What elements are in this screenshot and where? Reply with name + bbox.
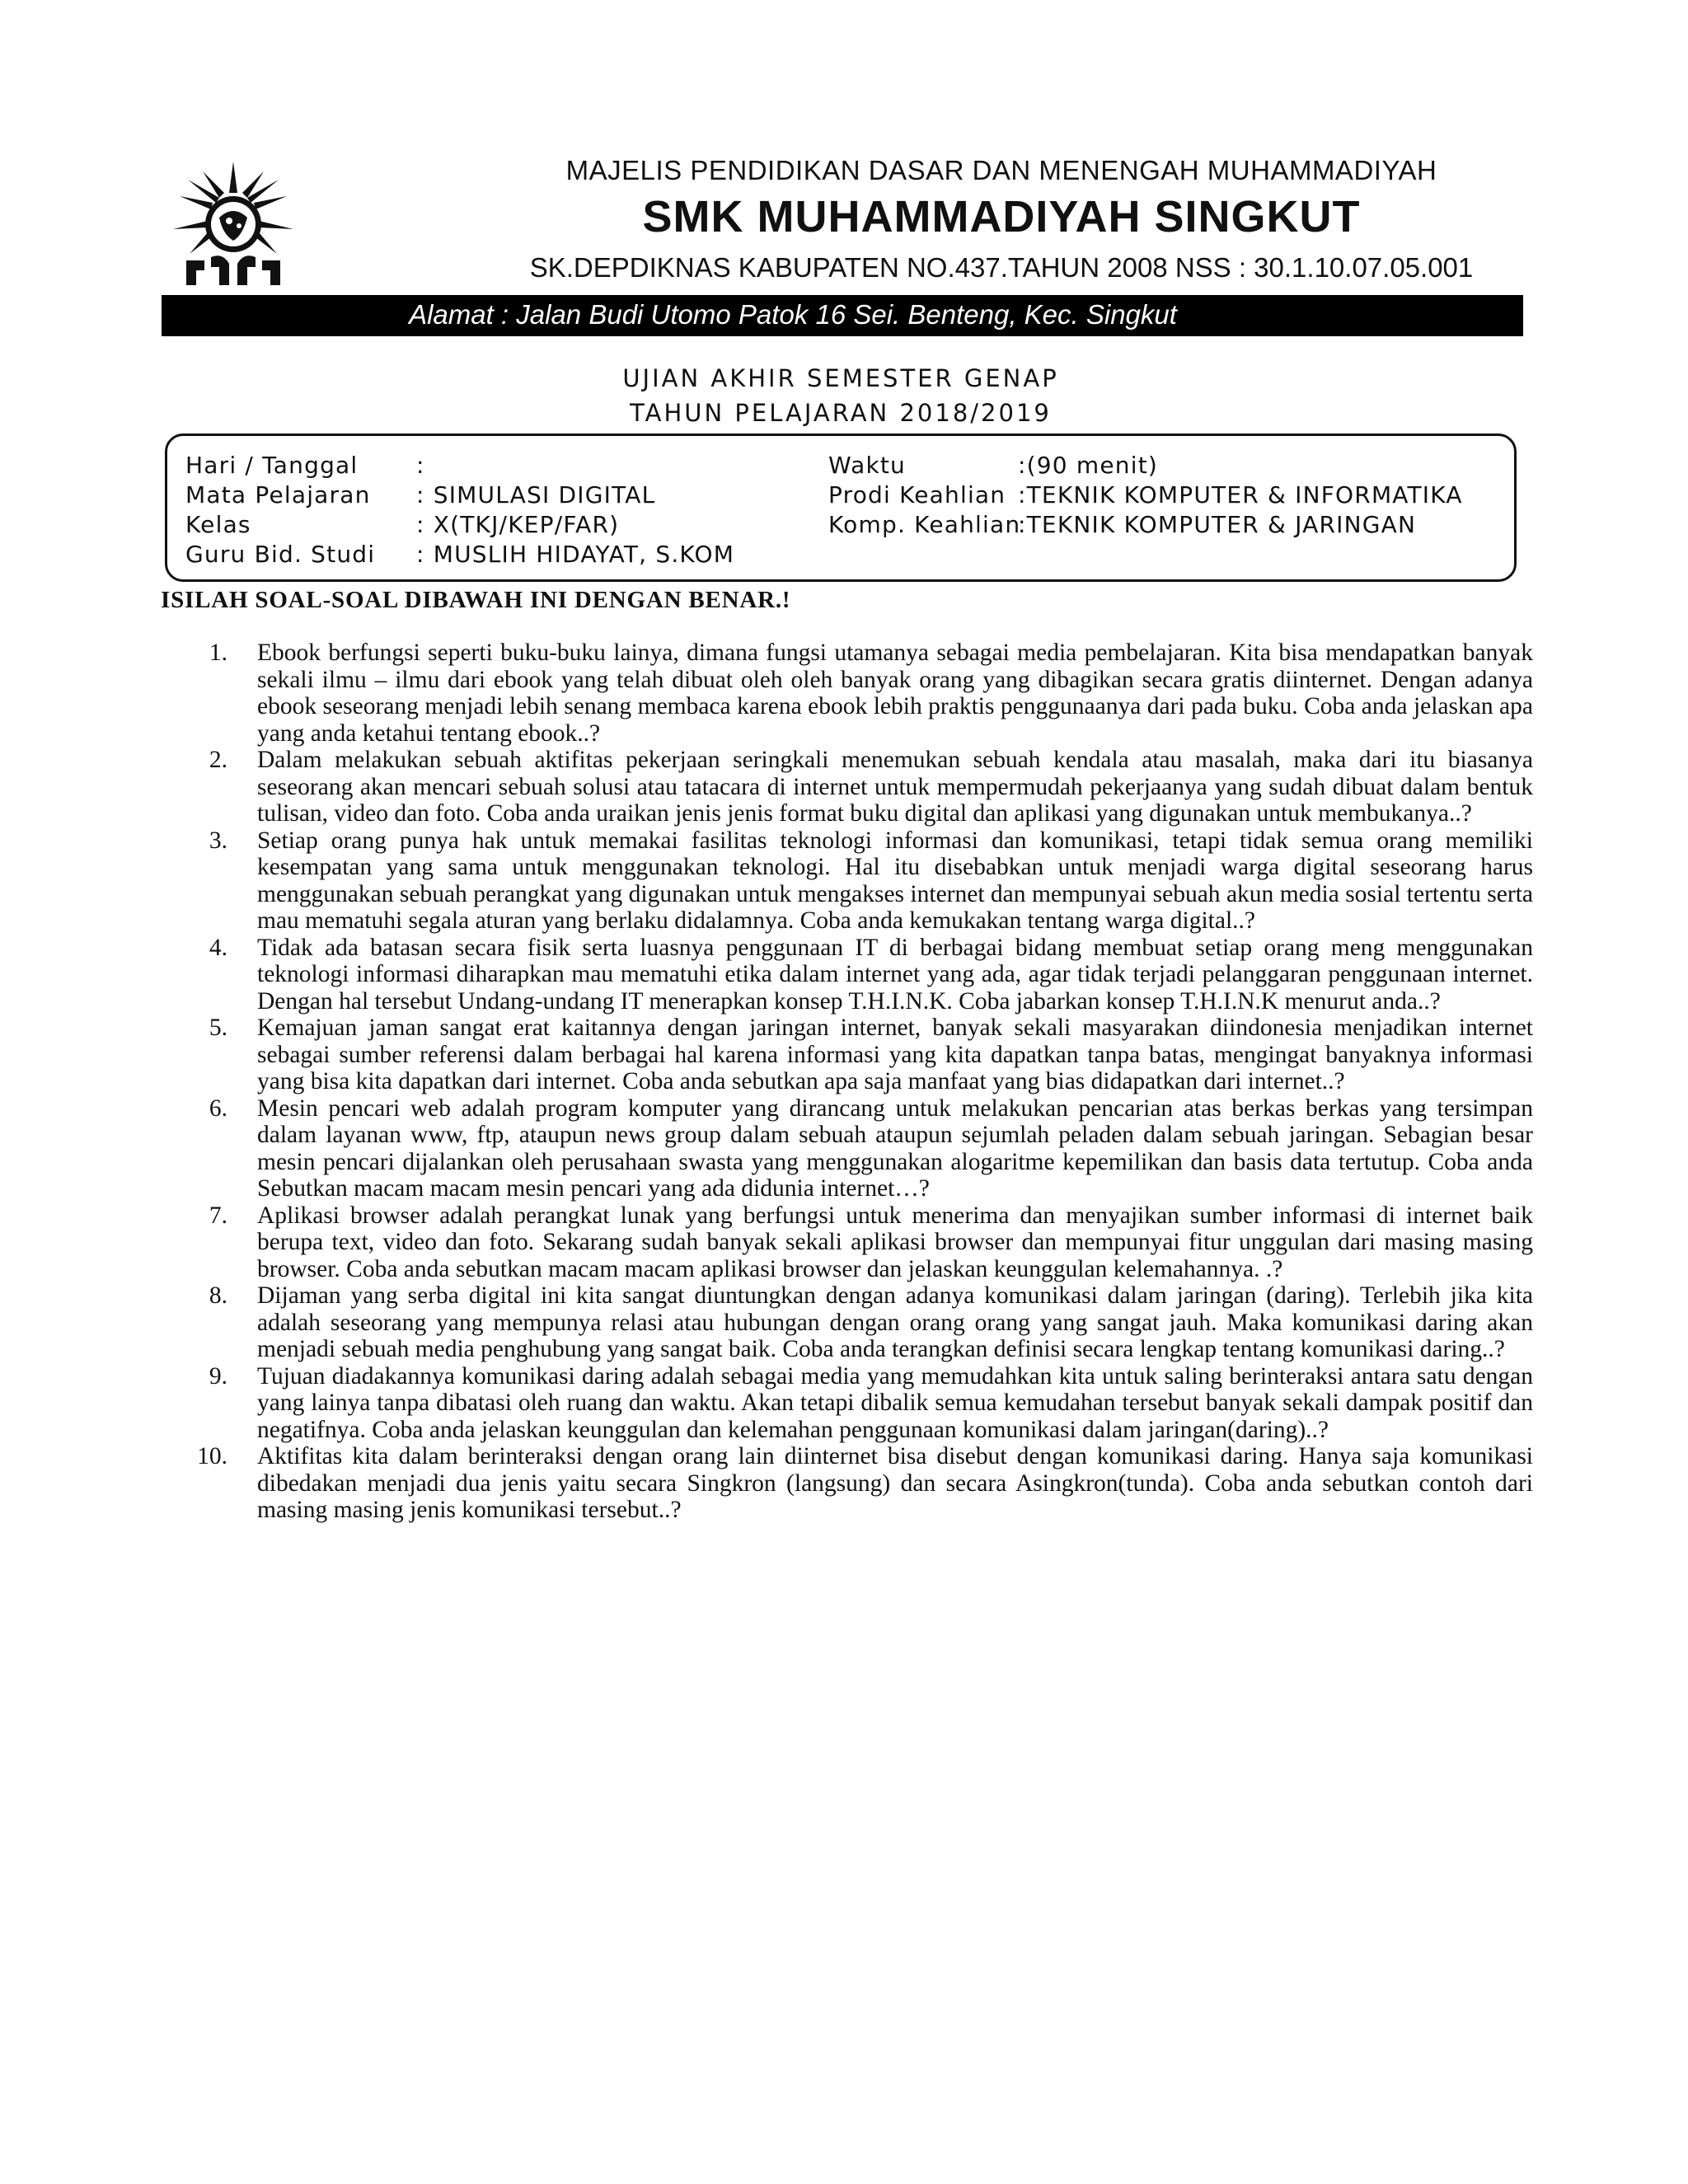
question-number: 3. <box>209 827 227 854</box>
info-label: Hari / Tanggal <box>185 452 359 479</box>
info-value: : SIMULASI DIGITAL <box>416 481 656 509</box>
question-number: 9. <box>209 1362 227 1390</box>
council-name: MAJELIS PENDIDIKAN DASAR DAN MENENGAH MUHAMMADIYAH <box>565 155 1437 185</box>
question-item <box>190 1443 1533 1524</box>
question-number: 1. <box>209 640 227 666</box>
exam-year: TAHUN PELAJARAN 2018/2019 <box>630 399 1052 427</box>
info-value: : MUSLIH HIDAYAT, S.KOM <box>416 541 735 568</box>
question-number: 7. <box>209 1202 227 1229</box>
info-label: Mata Pelajaran <box>185 481 371 509</box>
school-address: Alamat : Jalan Budi Utomo Patok 16 Sei. Benteng, Kec. Singkut <box>409 299 1177 330</box>
exam-title: UJIAN AKHIR SEMESTER GENAP <box>622 364 1059 392</box>
question-text: Tidak ada batasan secara fisik serta luasnya penggunaan IT di berbagai bidang membuat setiap orang meng menggunakan teknologi informasi diharapkan mau mematuhi etika dalam internet yang ada, agar tidak terjadi pelanggaran penggunaan internet. Dengan hal tersebut Undang-undang IT menerapkan konsep T.H.I.N.K. Coba jabarkan konsep T.H.I.N.K menurut anda..? <box>257 934 1533 1015</box>
question-text: Mesin pencari web adalah program komputer yang dirancang untuk melakukan pencarian atas berkas berkas yang tersimpan dalam layanan www, ftp, ataupun news group dalam sebuah ataupun sejumlah peladen dalam sebuah jaringan. Sebagian besar mesin pencari dijalankan oleh perusahaan swasta yang menggunakan alogaritme kepemilikan dan basis data tertutup. Coba anda Sebutkan macam macam mesin pencari yang ada didunia internet…? <box>257 1094 1533 1202</box>
question-item <box>190 1282 1533 1363</box>
school-name: SMK MUHAMMADIYAH SINGKUT <box>642 192 1361 241</box>
info-value: : X(TKJ/KEP/FAR) <box>416 511 620 538</box>
question-number: 4. <box>209 934 227 961</box>
question-text: Kemajuan jaman sangat erat kaitannya dengan jaringan internet, banyak sekali masyarakan diindonesia menjadikan internet sebagai sumber referensi dalam berbagai hal karena informasi yang kita dapatkan tanpa batas, mengingat banyaknya informasi yang bisa kita dapatkan dari internet. Coba anda sebutkan apa saja manfaat yang bias didapatkan dari internet..? <box>257 1015 1533 1094</box>
question-text: Tujuan diadakannya komunikasi daring adalah sebagai media yang memudahkan kita untuk saling berinteraksi antara satu dengan yang lainya tanpa dibatasi oleh ruang dan waktu. Akan tetapi dibalik semua kemudahan tersebut banyak sekali dampak positif dan negatifnya. Coba anda jelaskan keunggulan dan kelemahan penggunaan komunikasi dalam jaringan(daring)..? <box>257 1362 1533 1443</box>
question-item <box>190 1015 1533 1095</box>
question-text: Dalam melakukan sebuah aktifitas pekerjaan seringkali menemukan sebuah kendala atau masalah, maka dari itu biasanya seseorang akan mencari sebuah solusi atau tatacara di internet untuk mempermudah pekerjaanya yang sudah dibuat dalam bentuk tulisan, video dan foto. Coba anda uraikan jenis jenis format buku digital dan aplikasi yang digunakan untuk membukanya..? <box>257 747 1533 827</box>
question-item <box>190 747 1533 827</box>
school-logo-icon <box>171 162 295 287</box>
question-text: Ebook berfungsi seperti buku-buku lainya, dimana fungsi utamanya sebagai media pembelajaran. Kita bisa mendapatkan banyak sekali ilmu – ilmu dari ebook yang telah dibuat oleh oleh banyak orang yang dibagikan secara gratis diinternet. Dengan adanya ebook seseorang menjadi lebih senang membaca karena ebook lebih praktis penggunaanya dari pada buku. Coba anda jelaskan apa yang anda ketahui tentang ebook..? <box>257 640 1533 747</box>
info-value: :TEKNIK KOMPUTER & INFORMATIKA <box>1018 481 1463 509</box>
question-number: 2. <box>209 747 227 773</box>
question-text: Aktifitas kita dalam berinteraksi dengan orang lain diinternet bisa disebut dengan komunikasi daring. Hanya saja komunikasi dibedakan menjadi dua jenis yaitu secara Singkron (langsung) dan secara Asingkron(tunda). Coba anda sebutkan contoh dari masing masing jenis komunikasi tersebut..? <box>257 1443 1533 1523</box>
school-decree: SK.DEPDIKNAS KABUPATEN NO.437.TAHUN 2008 NSS : 30.1.10.07.05.001 <box>529 252 1474 283</box>
address-bar <box>162 295 1523 336</box>
question-number: 6. <box>209 1094 227 1122</box>
info-value: :(90 menit) <box>1018 452 1159 479</box>
info-value: :TEKNIK KOMPUTER & JARINGAN <box>1018 511 1417 538</box>
exam-instruction: ISILAH SOAL-SOAL DIBAWAH INI DENGAN BENAR.! <box>161 587 791 613</box>
question-text: Setiap orang punya hak untuk memakai fasilitas teknologi informasi dan komunikasi, tetapi tidak semua orang memiliki kesempatan yang sama untuk menggunakan teknologi. Hal itu disebabkan untuk menjadi warga digital seseorang harus menggunakan sebuah perangkat yang digunakan untuk mengakses internet dan mempunyai sebuah akun media sosial tertentu serta mau mematuhi segala aturan yang berlaku didalamnya. Coba anda kemukakan tentang warga digital..? <box>257 827 1533 934</box>
question-text: Dijaman yang serba digital ini kita sangat diuntungkan dengan adanya komunikasi dalam jaringan (daring). Terlebih jika kita adalah seseorang yang mempunya relasi atau hubungan dengan orang orang yang sangat jauh. Maka komunikasi daring akan menjadi sebuah media penghubung yang sangat baik. Coba anda terangkan definisi secara lengkap tentang komunikasi daring..? <box>257 1282 1533 1362</box>
info-label: Komp. Keahlian <box>828 511 1021 538</box>
question-item <box>190 1363 1533 1444</box>
question-number: 5. <box>209 1015 227 1041</box>
question-number: 10. <box>197 1443 227 1469</box>
info-label: Guru Bid. Studi <box>185 541 376 568</box>
muhammadiyah-emblem-icon <box>171 162 295 287</box>
question-item <box>190 827 1533 935</box>
info-value: : <box>416 452 425 479</box>
question-item <box>190 640 1533 747</box>
question-text: Aplikasi browser adalah perangkat lunak yang berfungsi untuk menerima dan menyajikan sumber informasi di internet baik berupa text, video dan foto. Sekarang sudah banyak sekali aplikasi browser dan mempunyai fitur unggulan dari masing masing browser. Coba anda sebutkan macam macam aplikasi browser dan jelaskan keunggulan kelemahannya. .? <box>257 1202 1533 1282</box>
question-item <box>190 935 1533 1015</box>
info-label: Waktu <box>828 452 906 479</box>
question-number: 8. <box>209 1282 227 1309</box>
question-list <box>190 640 1533 1524</box>
question-item <box>190 1202 1533 1283</box>
info-label: Kelas <box>185 511 251 538</box>
info-label: Prodi Keahlian <box>828 481 1006 509</box>
question-item <box>190 1095 1533 1202</box>
